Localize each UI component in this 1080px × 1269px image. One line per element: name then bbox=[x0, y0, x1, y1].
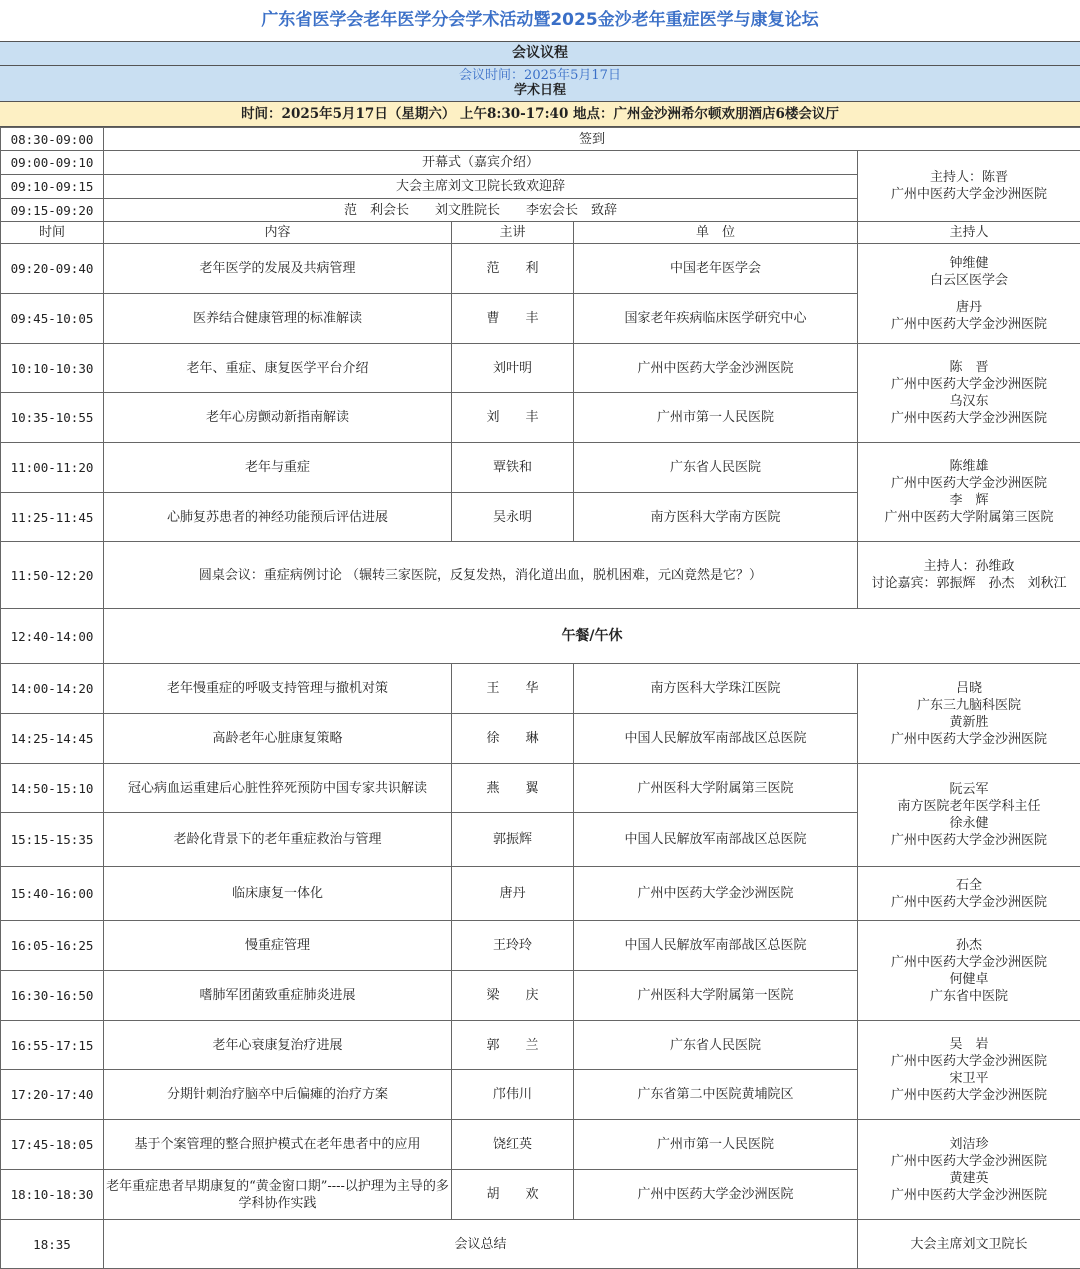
unit-cell: 广州医科大学附属第三医院 bbox=[574, 764, 858, 813]
time-cell: 10:10-10:30 bbox=[1, 344, 104, 393]
content-cell: 老年、重症、康复医学平台介绍 bbox=[104, 344, 452, 393]
speaker-cell: 郭 兰 bbox=[452, 1021, 574, 1070]
host-cell: 大会主席刘文卫院长 bbox=[858, 1220, 1080, 1269]
host-line: 广州中医药大学金沙洲医院 bbox=[860, 316, 1078, 333]
host-line: 广州中医药大学金沙洲医院 bbox=[860, 731, 1078, 748]
unit-cell: 南方医科大学南方医院 bbox=[574, 493, 858, 542]
lunch-cell: 午餐/午休 bbox=[104, 609, 1080, 664]
time-cell: 09:15-09:20 bbox=[1, 199, 104, 222]
host-line: 广州中医药大学金沙洲医院 bbox=[860, 186, 1078, 203]
schedule-label: 学术日程 bbox=[0, 83, 1080, 98]
host-line: 广州中医药大学金沙洲医院 bbox=[860, 832, 1078, 849]
host-line: 主持人：孙维政 bbox=[860, 558, 1078, 575]
speaker-cell: 曹 丰 bbox=[452, 294, 574, 344]
table-row bbox=[1, 921, 1080, 971]
host-cell bbox=[858, 443, 1080, 542]
host-line: 宋卫平 bbox=[860, 1070, 1078, 1087]
unit-cell: 广州市第一人民医院 bbox=[574, 393, 858, 443]
table-row bbox=[1, 443, 1080, 493]
unit-cell: 广州市第一人民医院 bbox=[574, 1120, 858, 1170]
time-cell: 17:20-17:40 bbox=[1, 1070, 104, 1120]
speaker-cell: 燕 翼 bbox=[452, 764, 574, 813]
column-header: 主持人 bbox=[858, 222, 1080, 244]
unit-cell: 广州中医药大学金沙洲医院 bbox=[574, 867, 858, 921]
speaker-cell: 梁 庆 bbox=[452, 971, 574, 1021]
host-line: 广州中医药大学金沙洲医院 bbox=[860, 475, 1078, 492]
host-line: 广州中医药大学附属第三医院 bbox=[860, 509, 1078, 526]
content-cell: 分期针刺治疗脑卒中后偏瘫的治疗方案 bbox=[104, 1070, 452, 1120]
unit-cell: 中国人民解放军南部战区总医院 bbox=[574, 921, 858, 971]
content-cell: 老年心衰康复治疗进展 bbox=[104, 1021, 452, 1070]
column-header: 时间 bbox=[1, 222, 104, 244]
unit-cell: 南方医科大学珠江医院 bbox=[574, 664, 858, 714]
time-cell: 18:35 bbox=[1, 1220, 104, 1269]
column-header: 单 位 bbox=[574, 222, 858, 244]
content-cell: 老龄化背景下的老年重症救治与管理 bbox=[104, 813, 452, 867]
content-cell: 开幕式（嘉宾介绍） bbox=[104, 151, 858, 175]
speaker-cell: 范 利 bbox=[452, 244, 574, 294]
host-line: 吴 岩 bbox=[860, 1036, 1078, 1053]
time-location-bar: 时间：2025年5月17日（星期六） 上午8:30-17:40 地点：广州金沙洲希尔顿欢朋酒店6楼会议厅 bbox=[0, 102, 1080, 127]
table-row bbox=[1, 664, 1080, 714]
table-row bbox=[1, 344, 1080, 393]
content-cell: 慢重症管理 bbox=[104, 921, 452, 971]
table-row bbox=[1, 128, 1080, 151]
content-cell: 老年与重症 bbox=[104, 443, 452, 493]
page-title: 广东省医学会老年医学分会学术活动暨2025金沙老年重症医学与康复论坛 bbox=[0, 0, 1080, 42]
time-cell: 09:00-09:10 bbox=[1, 151, 104, 175]
time-cell: 16:55-17:15 bbox=[1, 1021, 104, 1070]
unit-cell: 中国人民解放军南部战区总医院 bbox=[574, 813, 858, 867]
time-cell: 11:00-11:20 bbox=[1, 443, 104, 493]
host-cell bbox=[858, 921, 1080, 1021]
host-cell bbox=[858, 867, 1080, 921]
time-cell: 17:45-18:05 bbox=[1, 1120, 104, 1170]
unit-cell: 广东省第二中医院黄埔院区 bbox=[574, 1070, 858, 1120]
meeting-time: 会议时间：2025年5月17日 bbox=[0, 68, 1080, 83]
speaker-cell: 王 华 bbox=[452, 664, 574, 714]
host-cell bbox=[858, 664, 1080, 764]
content-cell: 冠心病血运重建后心脏性猝死预防中国专家共识解读 bbox=[104, 764, 452, 813]
time-cell: 14:25-14:45 bbox=[1, 714, 104, 764]
speaker-cell: 胡 欢 bbox=[452, 1170, 574, 1220]
signin-cell: 签到 bbox=[104, 128, 1080, 151]
roundtable-row bbox=[1, 542, 1080, 609]
time-cell: 12:40-14:00 bbox=[1, 609, 104, 664]
column-header: 内容 bbox=[104, 222, 452, 244]
unit-cell: 广州医科大学附属第一医院 bbox=[574, 971, 858, 1021]
closing-row bbox=[1, 1220, 1080, 1269]
content-cell: 老年重症患者早期康复的“黄金窗口期”----以护理为主导的多学科协作实践 bbox=[104, 1170, 452, 1220]
content-cell: 范 利会长 刘文胜院长 李宏会长 致辞 bbox=[104, 199, 858, 222]
table-row bbox=[1, 1021, 1080, 1070]
time-cell: 09:45-10:05 bbox=[1, 294, 104, 344]
speaker-cell: 吴永明 bbox=[452, 493, 574, 542]
time-cell: 14:00-14:20 bbox=[1, 664, 104, 714]
speaker-cell: 郭振辉 bbox=[452, 813, 574, 867]
content-cell: 大会主席刘文卫院长致欢迎辞 bbox=[104, 175, 858, 199]
speaker-cell: 邝伟川 bbox=[452, 1070, 574, 1120]
content-cell: 临床康复一体化 bbox=[104, 867, 452, 921]
host-cell bbox=[858, 151, 1080, 222]
table-row bbox=[1, 867, 1080, 921]
unit-cell: 广州中医药大学金沙洲医院 bbox=[574, 1170, 858, 1220]
host-line: 唐丹 bbox=[860, 299, 1078, 316]
host-line: 广州中医药大学金沙洲医院 bbox=[860, 1053, 1078, 1070]
host-cell bbox=[858, 344, 1080, 443]
speaker-cell: 王玲玲 bbox=[452, 921, 574, 971]
host-line: 白云区医学会 bbox=[860, 272, 1078, 289]
host-cell bbox=[858, 1021, 1080, 1120]
speaker-cell: 刘叶明 bbox=[452, 344, 574, 393]
host-line: 黄新胜 bbox=[860, 714, 1078, 731]
time-cell: 14:50-15:10 bbox=[1, 764, 104, 813]
host-line: 主持人：陈晋 bbox=[860, 169, 1078, 186]
host-line: 刘洁珍 bbox=[860, 1136, 1078, 1153]
host-cell bbox=[858, 244, 1080, 344]
host-line: 广州中医药大学金沙洲医院 bbox=[860, 1087, 1078, 1104]
host-line: 钟维健 bbox=[860, 255, 1078, 272]
table-row bbox=[1, 244, 1080, 294]
host-line: 广州中医药大学金沙洲医院 bbox=[860, 1153, 1078, 1170]
content-cell: 基于个案管理的整合照护模式在老年患者中的应用 bbox=[104, 1120, 452, 1170]
roundtable-content: 圆桌会议：重症病例讨论 （辗转三家医院，反复发热，消化道出血，脱机困难，元凶竟然是它？） bbox=[104, 542, 858, 609]
content-cell: 老年心房颤动新指南解读 bbox=[104, 393, 452, 443]
time-cell: 09:20-09:40 bbox=[1, 244, 104, 294]
host-line: 广州中医药大学金沙洲医院 bbox=[860, 1187, 1078, 1204]
host-line: 何健卓 bbox=[860, 971, 1078, 988]
speaker-cell: 饶红英 bbox=[452, 1120, 574, 1170]
time-cell: 16:30-16:50 bbox=[1, 971, 104, 1021]
column-header: 主讲 bbox=[452, 222, 574, 244]
date-heading bbox=[0, 66, 1080, 102]
time-cell: 15:15-15:35 bbox=[1, 813, 104, 867]
time-cell: 16:05-16:25 bbox=[1, 921, 104, 971]
content-cell: 老年慢重症的呼吸支持管理与撤机对策 bbox=[104, 664, 452, 714]
time-cell: 08:30-09:00 bbox=[1, 128, 104, 151]
closing-content: 会议总结 bbox=[104, 1220, 858, 1269]
host-line: 黄建英 bbox=[860, 1170, 1078, 1187]
speaker-cell: 徐 琳 bbox=[452, 714, 574, 764]
host-line: 陈维雄 bbox=[860, 458, 1078, 475]
host-line: 吕晓 bbox=[860, 680, 1078, 697]
unit-cell: 广东省人民医院 bbox=[574, 1021, 858, 1070]
host-cell bbox=[858, 764, 1080, 867]
host-line: 李 辉 bbox=[860, 492, 1078, 509]
host-line: 乌汉东 bbox=[860, 393, 1078, 410]
content-cell: 老年医学的发展及共病管理 bbox=[104, 244, 452, 294]
host-line: 广州中医药大学金沙洲医院 bbox=[860, 410, 1078, 427]
host-line: 孙杰 bbox=[860, 937, 1078, 954]
unit-cell: 广州中医药大学金沙洲医院 bbox=[574, 344, 858, 393]
host-line: 广州中医药大学金沙洲医院 bbox=[860, 376, 1078, 393]
content-cell: 心肺复苏患者的神经功能预后评估进展 bbox=[104, 493, 452, 542]
host-line: 广东省中医院 bbox=[860, 988, 1078, 1005]
time-cell: 15:40-16:00 bbox=[1, 867, 104, 921]
host-line: 陈 晋 bbox=[860, 359, 1078, 376]
host-line: 阮云军 bbox=[860, 781, 1078, 798]
content-cell: 嗜肺军团菌致重症肺炎进展 bbox=[104, 971, 452, 1021]
column-header-row bbox=[1, 222, 1080, 244]
host-line: 石全 bbox=[860, 877, 1078, 894]
host-line: 徐永健 bbox=[860, 815, 1078, 832]
content-cell: 医养结合健康管理的标准解读 bbox=[104, 294, 452, 344]
host-cell bbox=[858, 542, 1080, 609]
unit-cell: 中国老年医学会 bbox=[574, 244, 858, 294]
agenda-heading: 会议议程 bbox=[0, 42, 1080, 66]
speaker-cell: 唐丹 bbox=[452, 867, 574, 921]
unit-cell: 国家老年疾病临床医学研究中心 bbox=[574, 294, 858, 344]
host-line: 广东三九脑科医院 bbox=[860, 697, 1078, 714]
time-cell: 09:10-09:15 bbox=[1, 175, 104, 199]
speaker-cell: 覃铁和 bbox=[452, 443, 574, 493]
unit-cell: 广东省人民医院 bbox=[574, 443, 858, 493]
speaker-cell: 刘 丰 bbox=[452, 393, 574, 443]
table-row bbox=[1, 764, 1080, 813]
time-cell: 10:35-10:55 bbox=[1, 393, 104, 443]
time-cell: 11:50-12:20 bbox=[1, 542, 104, 609]
host-line: 讨论嘉宾：郭振辉 孙杰 刘秋江 bbox=[860, 575, 1078, 592]
table-row bbox=[1, 151, 1080, 175]
host-line: 广州中医药大学金沙洲医院 bbox=[860, 954, 1078, 971]
schedule-table bbox=[0, 127, 1080, 1269]
content-cell: 高龄老年心脏康复策略 bbox=[104, 714, 452, 764]
table-row bbox=[1, 1120, 1080, 1170]
time-cell: 18:10-18:30 bbox=[1, 1170, 104, 1220]
unit-cell: 中国人民解放军南部战区总医院 bbox=[574, 714, 858, 764]
lunch-row bbox=[1, 609, 1080, 664]
host-cell bbox=[858, 1120, 1080, 1220]
host-line: 南方医院老年医学科主任 bbox=[860, 798, 1078, 815]
host-line: 广州中医药大学金沙洲医院 bbox=[860, 894, 1078, 911]
time-cell: 11:25-11:45 bbox=[1, 493, 104, 542]
